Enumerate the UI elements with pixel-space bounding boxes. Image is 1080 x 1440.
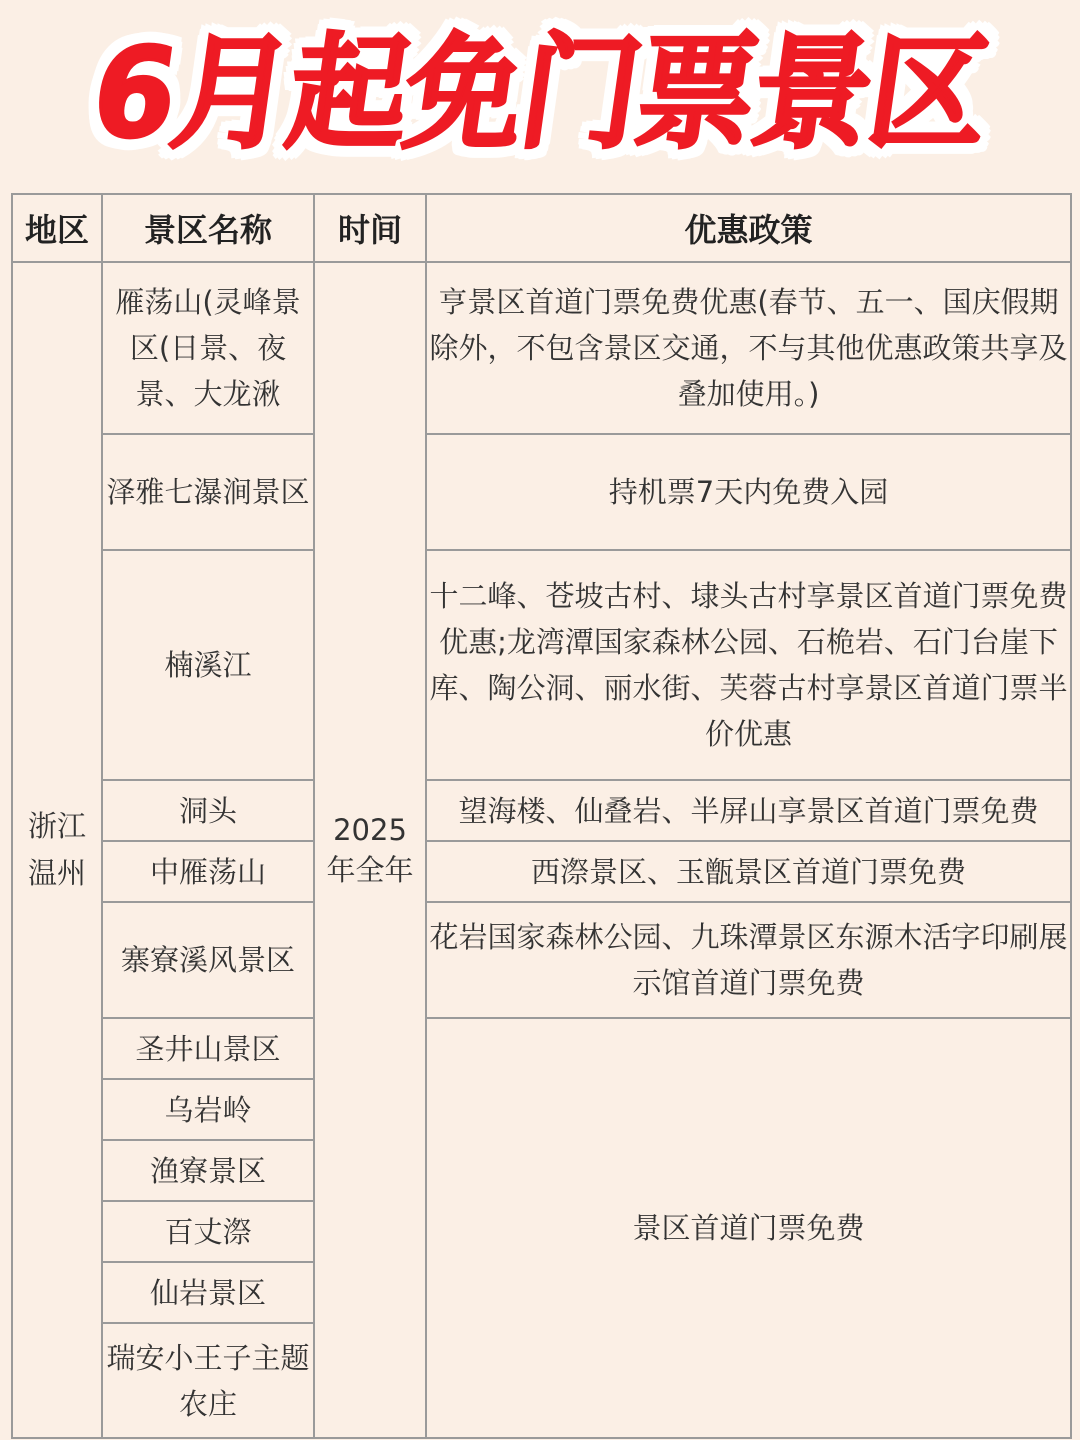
scenic-name-cell xyxy=(102,1262,314,1323)
scenic-name: 寨寮溪风景区 xyxy=(120,943,295,977)
scenic-name: 中雁荡山 xyxy=(149,854,266,889)
scenic-name-cell xyxy=(102,1140,314,1201)
table-row xyxy=(12,780,1071,841)
scenic-name: 泽雅七瀑涧景区 xyxy=(106,475,310,509)
scenic-name: 雁荡山(灵峰景区(日景、夜景、大龙湫 xyxy=(115,285,301,411)
scenic-name: 乌岩岭 xyxy=(164,1092,252,1127)
header-scenic-name: 景区名称 xyxy=(102,194,314,262)
policy-cell xyxy=(426,902,1071,1018)
scenic-name-cell xyxy=(102,550,314,780)
policy-text: 望海楼、仙叠岩、半屏山享景区首道门票免费 xyxy=(458,793,1039,828)
scenic-name: 楠溪江 xyxy=(164,648,252,682)
policy-cell xyxy=(426,550,1071,780)
scenic-policy-table xyxy=(11,193,1072,1439)
scenic-name: 百丈漈 xyxy=(164,1214,252,1249)
scenic-name-cell xyxy=(102,1018,314,1079)
table-row xyxy=(12,434,1071,550)
table-row xyxy=(12,550,1071,780)
title-banner xyxy=(0,0,1080,192)
scenic-name: 渔寮景区 xyxy=(149,1153,266,1188)
policy-text: 十二峰、苍坡古村、埭头古村享景区首道门票免费优惠;龙湾潭国家森林公园、石桅岩、石门台崖下库、陶公洞、丽水街、芙蓉古村享景区首道门票半价优惠 xyxy=(429,579,1068,751)
scenic-name: 仙岩景区 xyxy=(149,1275,266,1310)
time-cell xyxy=(314,262,426,1438)
page-title: 6月起免门票景区 xyxy=(83,20,997,166)
policy-text: 花岩国家森林公园、九珠潭景区东源木活字印刷展示馆首道门票免费 xyxy=(429,920,1068,1000)
policy-text: 景区首道门票免费 xyxy=(632,1211,865,1245)
policy-cell xyxy=(426,434,1071,550)
policy-text: 持机票7天内免费入园 xyxy=(608,475,889,509)
shared-policy-cell xyxy=(426,1018,1071,1438)
scenic-name-cell xyxy=(102,262,314,434)
policy-text: 西漈景区、玉甑景区首道门票免费 xyxy=(530,854,966,889)
table-row xyxy=(12,262,1071,434)
region-cell xyxy=(12,262,102,1438)
table-row xyxy=(12,841,1071,902)
policy-cell xyxy=(426,780,1071,841)
policy-text: 亨景区首道门票免费优惠(春节、五一、国庆假期除外，不包含景区交通，不与其他优惠政策共享及叠加使用。) xyxy=(429,285,1068,411)
scenic-name-cell xyxy=(102,434,314,550)
policy-cell xyxy=(426,841,1071,902)
scenic-name-cell xyxy=(102,1201,314,1262)
header-policy: 优惠政策 xyxy=(426,194,1071,262)
region-text: 浙江温州 xyxy=(27,809,86,890)
scenic-name-cell xyxy=(102,841,314,902)
header-region: 地区 xyxy=(12,194,102,262)
table-row xyxy=(12,902,1071,1018)
scenic-name-cell xyxy=(102,780,314,841)
policy-cell xyxy=(426,262,1071,434)
scenic-name-cell xyxy=(102,1323,314,1438)
scenic-name: 瑞安小王子主题农庄 xyxy=(106,1340,310,1421)
time-text: 2025年全年 xyxy=(326,813,414,887)
table-row xyxy=(12,1018,1071,1079)
scenic-name-cell xyxy=(102,1079,314,1140)
scenic-name-cell xyxy=(102,902,314,1018)
header-time: 时间 xyxy=(314,194,426,262)
scenic-name: 圣井山景区 xyxy=(135,1031,281,1066)
table-header-row xyxy=(12,194,1071,262)
scenic-name: 洞头 xyxy=(178,793,237,828)
